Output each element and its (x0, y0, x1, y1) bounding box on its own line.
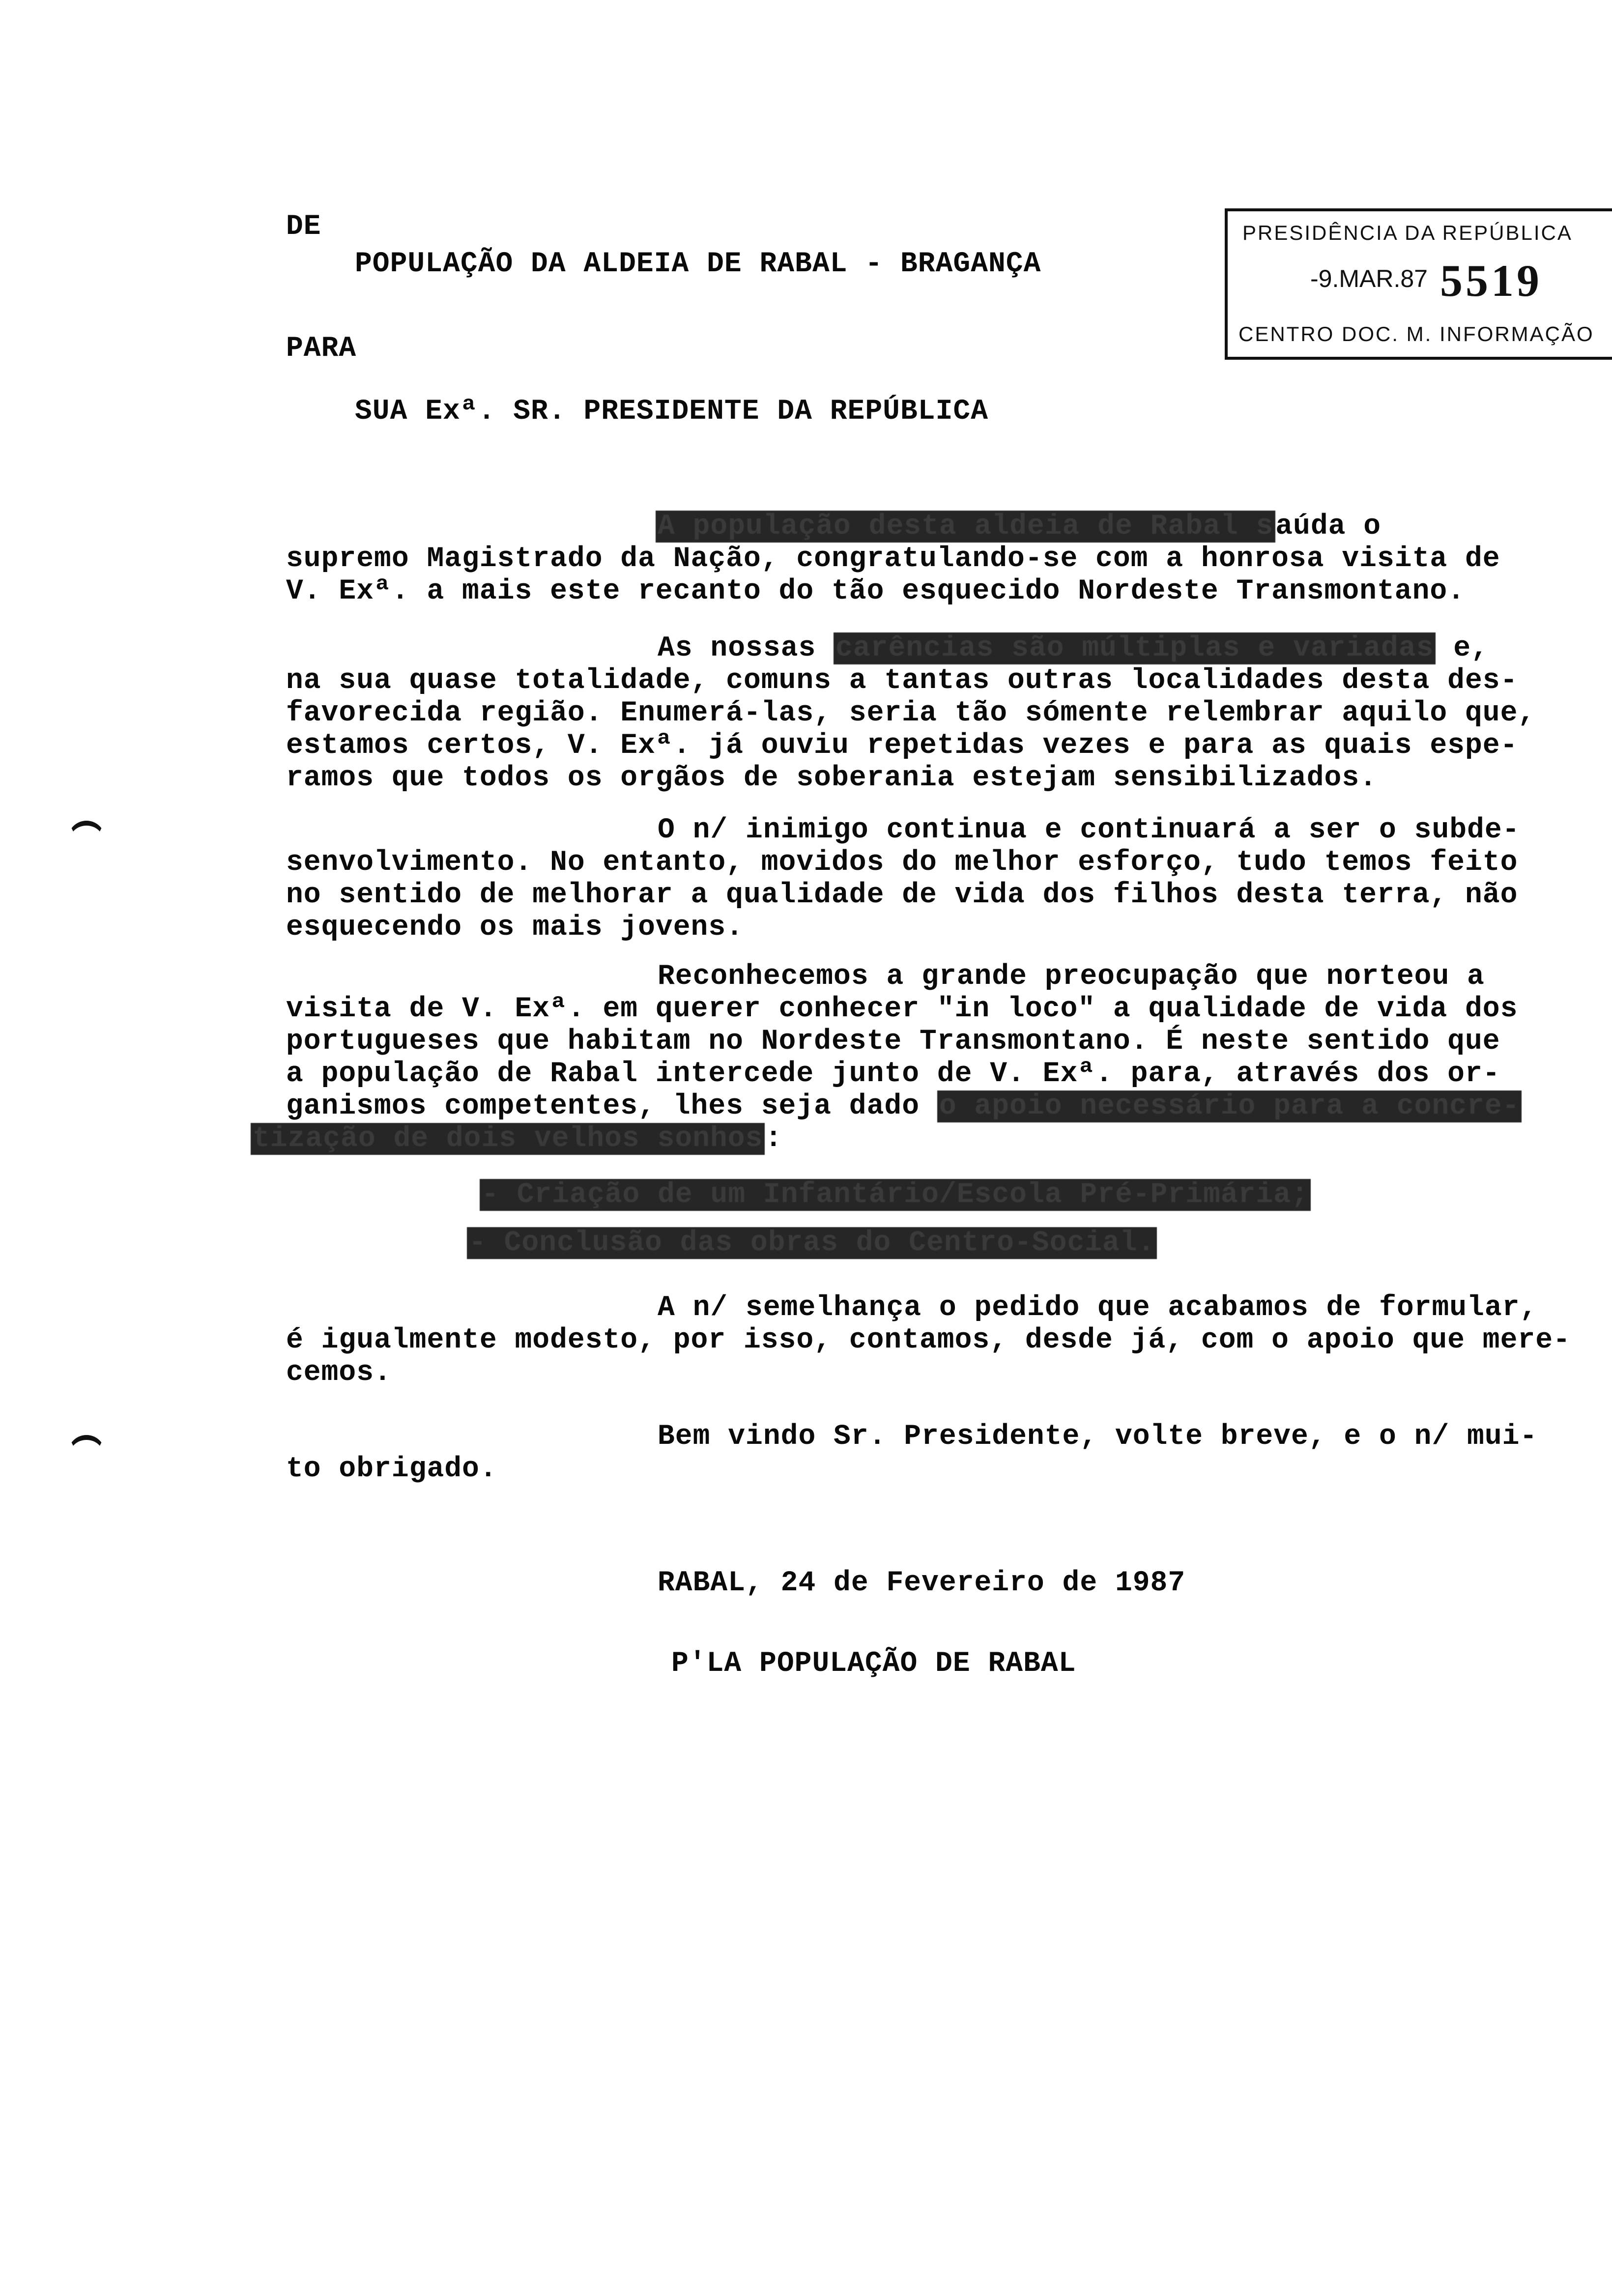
registry-stamp (1225, 208, 1612, 360)
stamp-bottom-text: CENTRO DOC. M. INFORMAÇÃO (1238, 322, 1594, 345)
paragraph-1-line-3: V. Exª. a mais este recanto do tão esquecido Nordeste Transmontano. (286, 575, 1465, 607)
paragraph-4-line-3: portugueses que habitam no Nordeste Transmontano. É neste sentido que (286, 1026, 1500, 1058)
highlighted-text: A população desta aldeia de Rabal s (656, 511, 1275, 543)
paragraph-2-line-4: estamos certos, V. Exª. já ouviu repetidas vezes e para as quais espe- (286, 730, 1518, 762)
paragraph-1-line-1: A população desta aldeia de Rabal saúda o (656, 511, 1381, 543)
paragraph-5-line-1: A n/ semelhança o pedido que acabamos de formular, (658, 1292, 1538, 1324)
date-line: RABAL, 24 de Fevereiro de 1987 (658, 1567, 1186, 1599)
paragraph-2-line-2: na sua quase totalidade, comuns a tantas outras localidades desta des- (286, 665, 1518, 697)
highlighted-text: carências são múltiplas e variadas (834, 632, 1436, 664)
paragraph-4-line-6: tização de dois velhos sonhos: (251, 1123, 782, 1155)
stamp-date: -9.MAR.87 (1310, 265, 1428, 292)
list-item-2 (467, 1228, 1157, 1259)
paragraph-3-line-3: no sentido de melhorar a qualidade de vida dos filhos desta terra, não (286, 879, 1518, 911)
signature-line: P'LA POPULAÇÃO DE RABAL (671, 1648, 1076, 1680)
paragraph-2-line-1: As nossas carências são múltiplas e variadas e, (658, 632, 1489, 664)
highlighted-text: o apoio necessário para a concre- (937, 1091, 1522, 1122)
paragraph-6-line-1: Bem vindo Sr. Presidente, volte breve, e o n/ mui- (658, 1421, 1538, 1453)
stamp-top-text: PRESIDÊNCIA DA REPÚBLICA (1242, 221, 1573, 244)
highlighted-text: - Conclusão das obras do Centro-Social. (467, 1227, 1157, 1259)
paragraph-1-line-2: supremo Magistrado da Nação, congratulando-se com a honrosa visita de (286, 543, 1500, 575)
list-item-1 (480, 1179, 1311, 1211)
punch-hole-mark (68, 1435, 105, 1472)
stamp-number: 5519 (1440, 256, 1542, 306)
paragraph-2-line-3: favorecida região. Enumerá-las, seria tão sómente relembrar aquilo que, (286, 697, 1536, 729)
paragraph-3-line-1: O n/ inimigo continua e continuará a ser o subde- (658, 814, 1520, 846)
paragraph-5-line-2: é igualmente modesto, por isso, contamos, desde já, com o apoio que mere- (286, 1324, 1571, 1356)
highlighted-text: - Criação de um Infantário/Escola Pré-Primária; (480, 1179, 1311, 1211)
to-line: SUA Exª. SR. PRESIDENTE DA REPÚBLICA (355, 396, 989, 428)
paragraph-4-line-1: Reconhecemos a grande preocupação que norteou a (658, 961, 1485, 993)
paragraph-4-line-5: ganismos competentes, lhes seja dado o apoio necessário para a concre- (286, 1091, 1522, 1122)
paragraph-6-line-2: to obrigado. (286, 1453, 497, 1485)
from-label: DE (286, 211, 321, 243)
to-label: PARA (286, 333, 357, 365)
punch-hole-mark (68, 821, 105, 858)
paragraph-3-line-2: senvolvimento. No entanto, movidos do melhor esforço, tudo temos feito (286, 847, 1518, 879)
from-line: POPULAÇÃO DA ALDEIA DE RABAL - BRAGANÇA (355, 248, 1041, 280)
paragraph-2-line-5: ramos que todos os orgãos de soberania estejam sensibilizados. (286, 762, 1377, 794)
paragraph-5-line-3: cemos. (286, 1357, 392, 1389)
highlighted-text: tização de dois velhos sonhos (251, 1123, 765, 1155)
paragraph-4-line-2: visita de V. Exª. em querer conhecer "in loco" a qualidade de vida dos (286, 993, 1518, 1025)
paragraph-3-line-4: esquecendo os mais jovens. (286, 912, 744, 944)
paragraph-4-line-4: a população de Rabal intercede junto de V. Exª. para, através dos or- (286, 1058, 1500, 1090)
